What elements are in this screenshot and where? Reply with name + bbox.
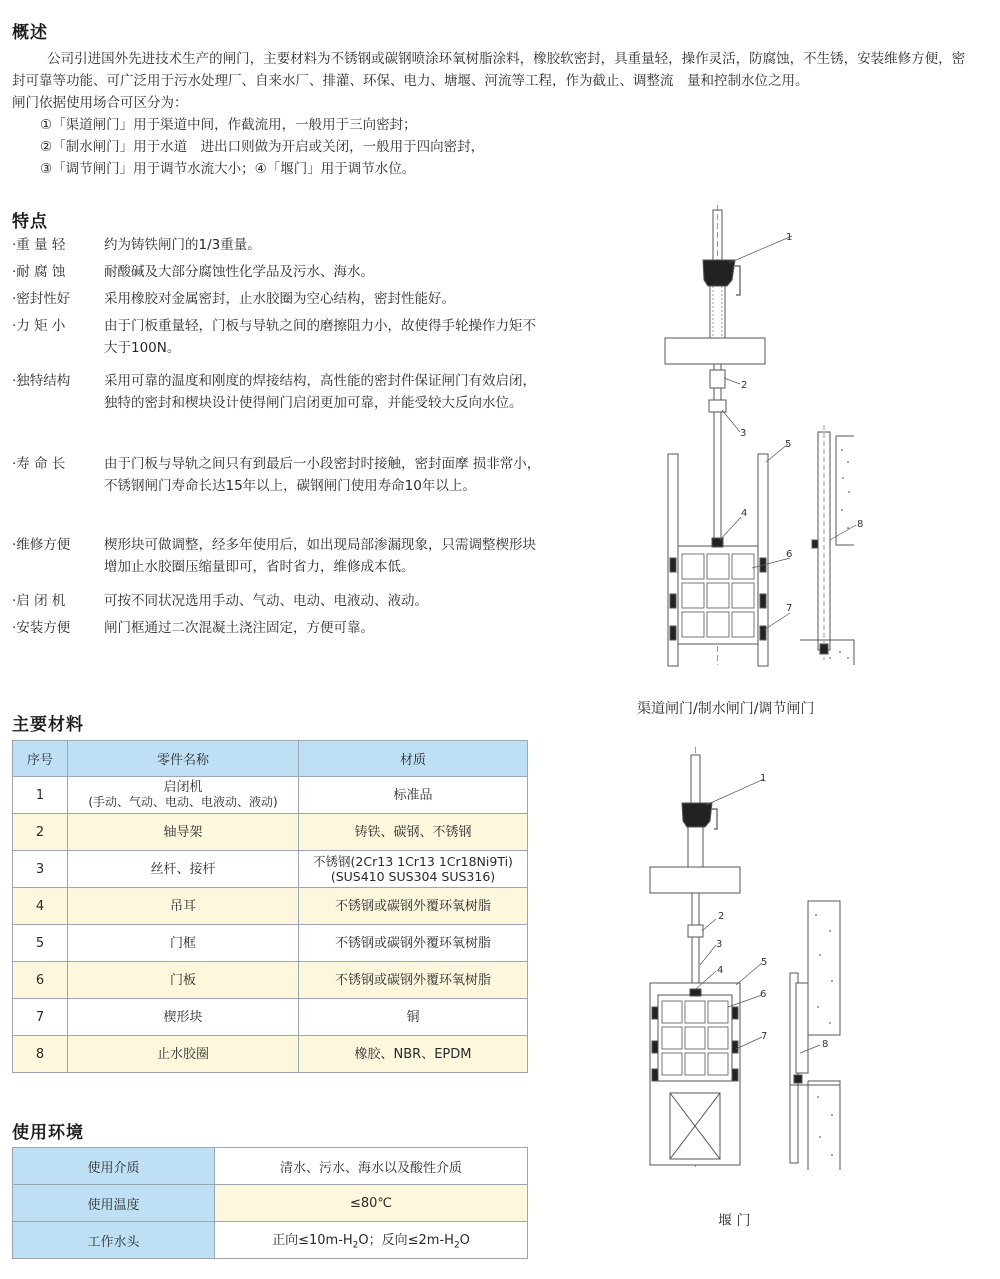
feature-item [12, 261, 542, 283]
cell-no: 4 [13, 888, 68, 925]
env-value: ≤80℃ [215, 1185, 528, 1222]
cell-part: 轴导架 [68, 814, 299, 851]
table-row [13, 1148, 528, 1185]
bottom-diagram-caption: 堰 门 [718, 1213, 751, 1229]
feature-desc: 可按不同状况选用手动、气动、电动、电液动、液动。 [104, 593, 428, 609]
cell-material: 铸铁、碳钢、不锈钢 [299, 814, 528, 851]
overview-classify: 闸门依据使用场合可区分为： [12, 95, 188, 111]
weir-gate-diagram [640, 745, 870, 1175]
feature-name: ·启 闭 机 [12, 593, 66, 609]
cell-material: 不锈钢或碳钢外覆环氧树脂 [299, 925, 528, 962]
col-header-part: 零件名称 [68, 741, 299, 777]
cell-no: 8 [13, 1036, 68, 1073]
material-line-2: (SUS410 SUS304 SUS316) [330, 869, 496, 884]
diagram-label: 7 [761, 1031, 768, 1042]
overview-paragraph: 公司引进国外先进技术生产的闸门，主要材料为不锈钢或碳钢喷涂环氧树脂涂料，橡胶软密封，具重量轻，操作灵活，防腐蚀，不生锈，安装维修方便，密封可靠等功能、可广泛用于污水处理厂、自来水厂、排灌、环保、电力、塘堰、河流等工程，作为截止、调整流 量和控制水位之用。 [12, 51, 966, 89]
env-key: 使用温度 [13, 1185, 215, 1222]
materials-title: 主要材料 [12, 715, 84, 735]
diagram-label: 8 [857, 519, 864, 530]
environment-table [12, 1147, 528, 1259]
feature-name: ·耐 腐 蚀 [12, 264, 66, 280]
cell-material [299, 851, 528, 888]
feature-item [12, 370, 542, 414]
feature-desc: 由于门板与导轨之间只有到最后一小段密封时接触，密封面摩 损非常小，不锈钢闸门寿命长达15年以上，碳钢闸门使用寿命10年以上。 [104, 456, 541, 494]
material-line-1: 不锈钢(2Cr13 1Cr13 1Cr18Ni9Ti) [313, 854, 513, 869]
env-value-b: O；反向≤2m-H [358, 1233, 454, 1249]
cell-no: 1 [13, 777, 68, 814]
feature-item [12, 590, 542, 612]
env-value-a: 正向≤10m-H [272, 1233, 353, 1249]
diagram-label: 6 [760, 989, 767, 1000]
feature-name: ·密封性好 [12, 291, 71, 307]
cell-material: 标准品 [299, 777, 528, 814]
table-row [13, 777, 528, 814]
overview-item-3: ③「调节闸门」用于调节水流大小；④「堰门」用于调节水位。 [40, 161, 416, 177]
feature-desc: 采用橡胶对金属密封，止水胶圈为空心结构，密封性能好。 [104, 291, 455, 307]
feature-item [12, 288, 542, 310]
env-value-c: O [459, 1233, 470, 1249]
cell-no: 6 [13, 962, 68, 999]
cell-material: 不锈钢或碳钢外覆环氧树脂 [299, 962, 528, 999]
cell-no: 2 [13, 814, 68, 851]
feature-name: ·独特结构 [12, 373, 71, 389]
feature-name: ·重 量 轻 [12, 237, 66, 253]
cell-part: 门框 [68, 925, 299, 962]
feature-desc: 楔形块可做调整，经多年使用后，如出现局部渗漏现象，只需调整楔形块增加止水胶圈压缩量即可，省时省力，维修成本低。 [104, 537, 536, 575]
table-row [13, 962, 528, 999]
env-value [215, 1222, 528, 1259]
diagram-label: 6 [786, 549, 793, 560]
diagram-label: 5 [761, 957, 768, 968]
table-row [13, 1185, 528, 1222]
cell-part: 吊耳 [68, 888, 299, 925]
env-key: 使用介质 [13, 1148, 215, 1185]
part-name: 启闭机 [163, 780, 203, 795]
diagram-label: 5 [785, 439, 792, 450]
cell-part: 止水胶圈 [68, 1036, 299, 1073]
materials-table [12, 740, 528, 1073]
table-header-row [13, 741, 528, 777]
table-row [13, 1222, 528, 1259]
feature-item [12, 234, 542, 256]
env-value-sub: 2 [352, 1240, 359, 1251]
feature-item [12, 534, 542, 578]
diagram-label: 4 [717, 965, 724, 976]
diagram-label: 2 [741, 380, 748, 391]
cell-material: 铜 [299, 999, 528, 1036]
overview-item-1: ①「渠道闸门」用于渠道中间，作截流用，一般用于三向密封； [40, 117, 417, 133]
cell-no: 5 [13, 925, 68, 962]
feature-name: ·安装方便 [12, 620, 71, 636]
feature-item [12, 453, 542, 497]
diagram-label: 3 [716, 939, 723, 950]
feature-name: ·维修方便 [12, 537, 71, 553]
environment-title: 使用环境 [12, 1123, 84, 1143]
feature-desc: 耐酸碱及大部分腐蚀性化学品及污水、海水。 [104, 264, 374, 280]
feature-name: ·寿 命 长 [12, 456, 66, 472]
env-value-sub2: 2 [453, 1240, 460, 1251]
table-row [13, 814, 528, 851]
overview-item-2: ②「制水闸门」用于水道 进出口则做为开启或关闭，一般用于四向密封， [40, 139, 485, 155]
cell-part: 门板 [68, 962, 299, 999]
feature-item [12, 315, 542, 359]
cell-material: 橡胶、NBR、EPDM [299, 1036, 528, 1073]
channel-gate-diagram [640, 200, 870, 670]
diagram-label: 3 [740, 428, 747, 439]
table-row [13, 851, 528, 888]
diagram-label: 4 [741, 508, 748, 519]
diagram-label: 8 [822, 1039, 829, 1050]
env-value: 清水、污水、海水以及酸性介质 [215, 1148, 528, 1185]
cell-part [68, 777, 299, 814]
overview-title: 概述 [12, 23, 48, 43]
diagram-label: 1 [786, 232, 793, 243]
features-title: 特点 [12, 212, 48, 232]
env-key: 工作水头 [13, 1222, 215, 1259]
cell-no: 7 [13, 999, 68, 1036]
feature-desc: 约为铸铁闸门的1/3重量。 [104, 237, 261, 253]
cell-no: 3 [13, 851, 68, 888]
table-row [13, 888, 528, 925]
part-sub: (手动、气动、电动、电液动、液动) [88, 795, 278, 809]
cell-part: 丝杆、接杆 [68, 851, 299, 888]
top-diagram-caption: 渠道闸门/制水闸门/调节闸门 [637, 701, 815, 717]
col-header-material: 材质 [299, 741, 528, 777]
feature-item [12, 617, 542, 639]
table-row [13, 1036, 528, 1073]
diagram-label: 7 [786, 603, 793, 614]
col-header-no: 序号 [13, 741, 68, 777]
feature-desc: 采用可靠的温度和刚度的焊接结构，高性能的密封件保证闸门有效启闭，独特的密封和楔块设计使得闸门启闭更加可靠，并能受较大反向水位。 [104, 373, 536, 411]
cell-material: 不锈钢或碳钢外覆环氧树脂 [299, 888, 528, 925]
feature-desc: 闸门框通过二次混凝土浇注固定，方便可靠。 [104, 620, 374, 636]
table-row [13, 925, 528, 962]
cell-part: 楔形块 [68, 999, 299, 1036]
table-row [13, 999, 528, 1036]
diagram-label: 2 [718, 911, 725, 922]
feature-desc: 由于门板重量轻，门板与导轨之间的磨擦阻力小，故使得手轮操作力矩不大于100N。 [104, 318, 536, 356]
diagram-label: 1 [760, 773, 767, 784]
feature-name: ·力 矩 小 [12, 318, 66, 334]
